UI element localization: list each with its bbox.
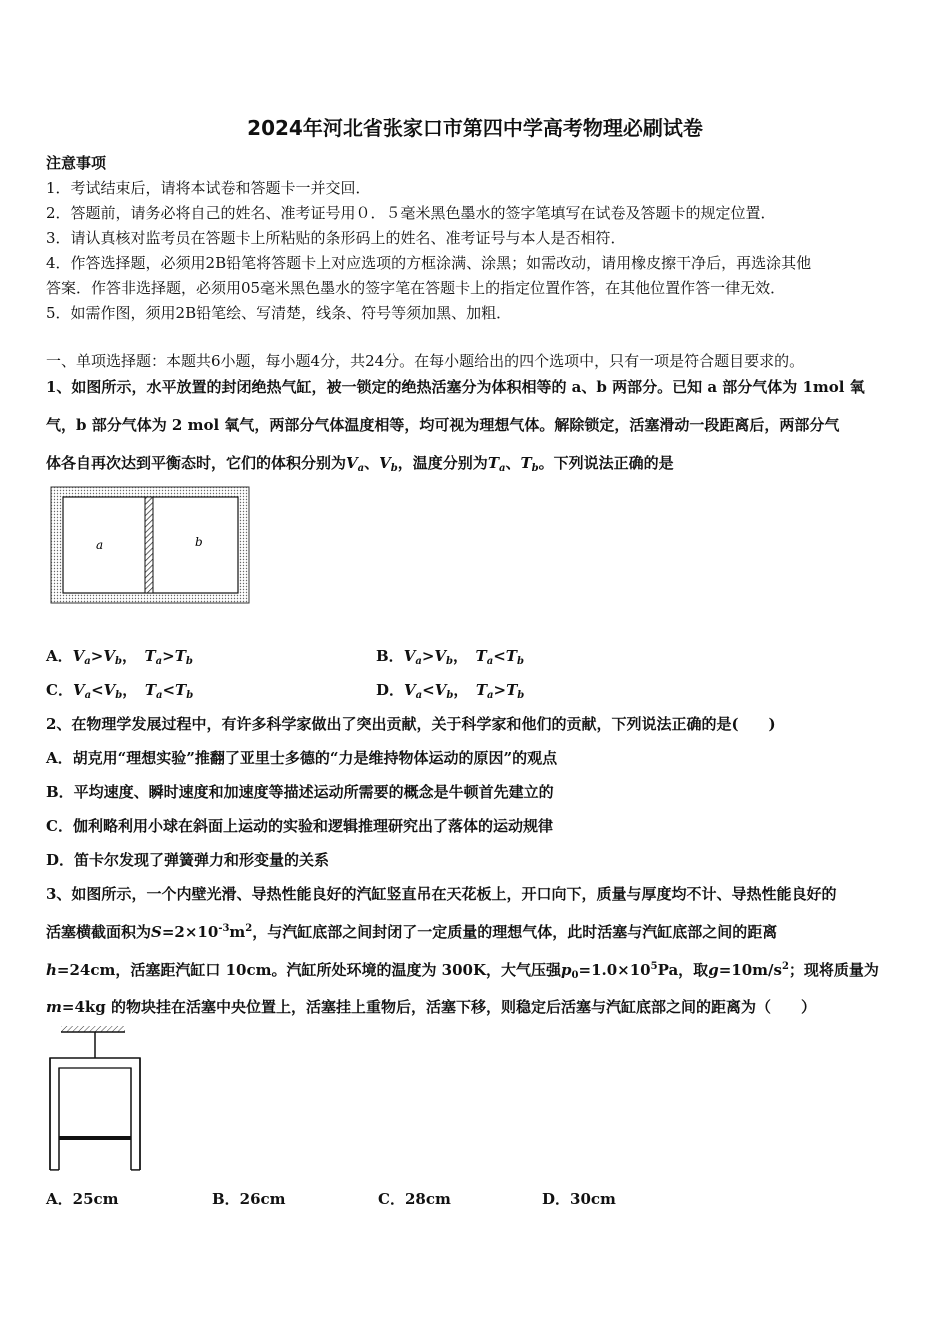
note-item: 2．答题前，请务必将自己的姓名、准考证号用０．５毫米黑色墨水的签字笔填写在试卷及答题卡的规定位置． (46, 204, 776, 222)
q2-option-d[interactable]: D．笛卡尔发现了弹簧弹力和形变量的关系 (46, 851, 330, 869)
question-1-stem-line: 1、如图所示，水平放置的封闭绝热气缸，被一锁定的绝热活塞分为体积相等的 a、b 两部分。已知 a 部分气体为 1mol 氧 (46, 378, 865, 396)
q1-option-b[interactable]: B．$V_a>V_b$， $T_a<T_b$ (376, 647, 524, 667)
question-3-stem-line: 3、如图所示，一个内壁光滑、导热性能良好的汽缸竖直吊在天花板上，开口向下，质量与厚度均不计、导热性能良好的 (46, 885, 837, 903)
question-2-stem: 2、在物理学发展过程中，有许多科学家做出了突出贡献，关于科学家和他们的贡献，下列说法正确的是( ) (46, 715, 776, 733)
q1-option-d[interactable]: D．$V_a<V_b$， $T_a>T_b$ (376, 681, 525, 701)
cylinder-piston-figure (50, 486, 252, 606)
note-item: 5．如需作图，须用2B铅笔绘、写清楚，线条、符号等须加黑、加粗． (46, 304, 512, 322)
note-item: 1．考试结束后，请将本试卷和答题卡一并交回． (46, 179, 371, 197)
page-title: 2024年河北省张家口市第四中学高考物理必刷试卷 (247, 116, 703, 140)
question-3-stem-line: m=4kg 的物块挂在活塞中央位置上，活塞挂上重物后，活塞下移，则稳定后活塞与汽缸底部之间的距离为（ ） (46, 998, 816, 1016)
section-heading: 一、单项选择题：本题共6小题，每小题4分，共24分。在每小题给出的四个选项中，只有一项是符合题目要求的。 (46, 352, 805, 370)
q2-option-c[interactable]: C．伽利略利用小球在斜面上运动的实验和逻辑推理研究出了落体的运动规律 (46, 817, 553, 835)
hanging-cylinder-figure (46, 1024, 146, 1174)
q3-option-d[interactable]: D．30cm (542, 1190, 616, 1208)
question-3-stem-line: 活塞横截面积为$S=2\times 10^{-3}m^2$，与汽缸底部之间封闭了一定质量的理想气体，此时活塞与汽缸底部之间的距离 (46, 923, 778, 941)
question-1-stem-line: 体各自再次达到平衡态时，它们的体积分别为$V_a$、$V_b$，温度分别为$T_a$、$T_b$。下列说法正确的是 (46, 454, 674, 474)
note-item: 3．请认真核对监考员在答题卡上所粘贴的条形码上的姓名、准考证号与本人是否相符． (46, 229, 626, 247)
note-item: 4．作答选择题，必须用2B铅笔将答题卡上对应选项的方框涂满、涂黑；如需改动，请用橡皮擦干净后，再选涂其他 (46, 254, 812, 272)
q3-option-c[interactable]: C．28cm (378, 1190, 451, 1208)
chamber-b-label: b (195, 535, 203, 549)
q3-option-a[interactable]: A．25cm (46, 1190, 119, 1208)
q1-option-c[interactable]: C．$V_a<V_b$， $T_a<T_b$ (46, 681, 194, 701)
q2-option-a[interactable]: A．胡克用“理想实验”推翻了亚里士多德的“力是维持物体运动的原因”的观点 (46, 749, 558, 767)
question-1-stem-line: 气，b 部分气体为 2 mol 氧气，两部分气体温度相等，均可视为理想气体。解除锁定，活塞滑动一段距离后，两部分气 (46, 416, 840, 434)
notes-heading: 注意事项 (46, 154, 107, 172)
q2-option-b[interactable]: B．平均速度、瞬时速度和加速度等描述运动所需要的概念是牛顿首先建立的 (46, 783, 554, 801)
note-item: 答案．作答非选择题，必须用05毫米黑色墨水的签字笔在答题卡上的指定位置作答，在其他位置作答一律无效． (46, 279, 786, 297)
chamber-a-label: a (96, 538, 104, 552)
q3-option-b[interactable]: B．26cm (212, 1190, 286, 1208)
q1-option-a[interactable]: A．$V_a>V_b$， $T_a>T_b$ (46, 647, 193, 667)
question-3-stem-line: h=24cm，活塞距汽缸口 10cm。汽缸所处环境的温度为 300K，大气压强$p_0=1.0\times 10^5Pa$，取$g=10m/s^2$；现将质量为 (46, 961, 879, 981)
